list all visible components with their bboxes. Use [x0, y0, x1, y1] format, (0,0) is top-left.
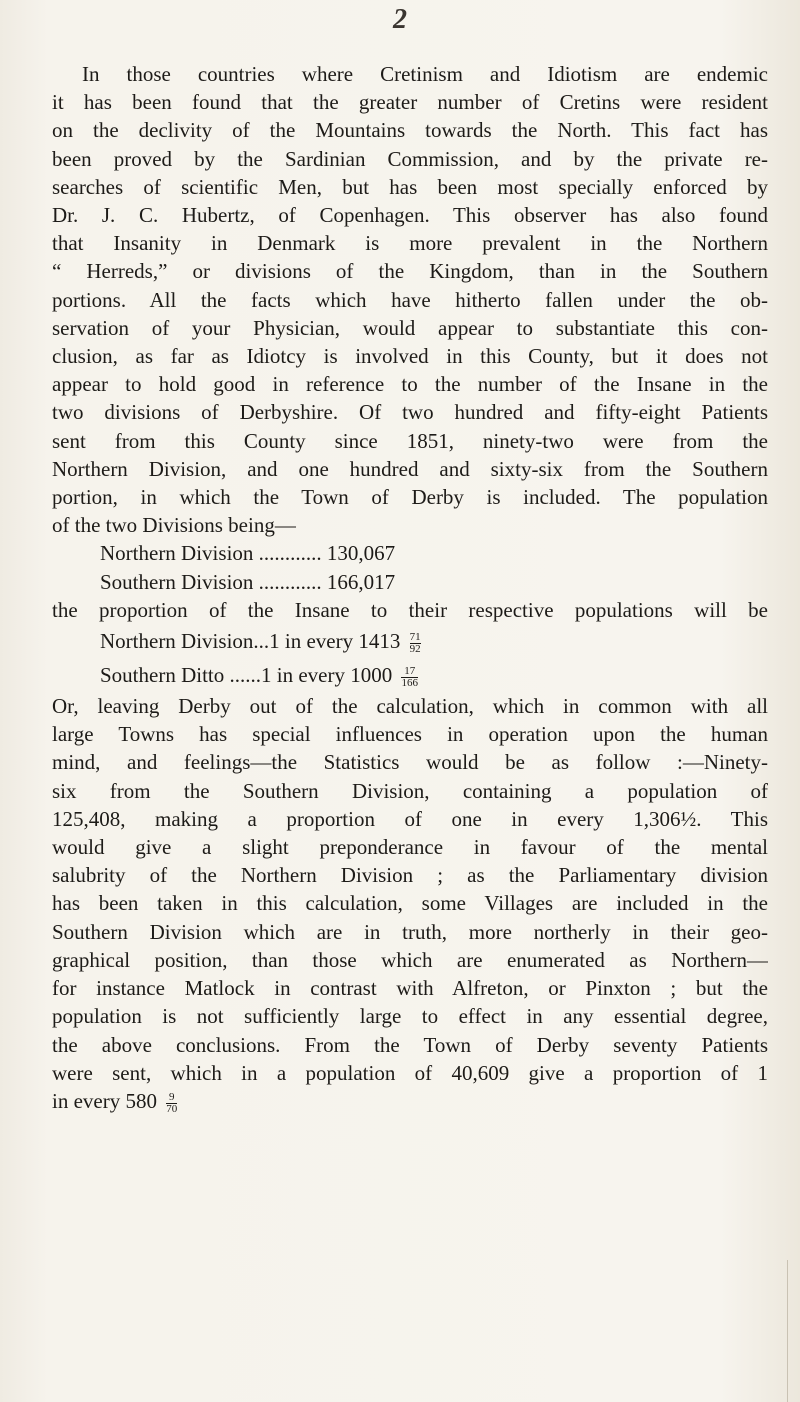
text-line-last	[52, 1087, 768, 1115]
text-line: has been taken in this calculation, some Villages are included in the	[52, 891, 768, 916]
fraction-denominator: 166	[401, 676, 418, 689]
population-value: 166,017	[326, 569, 396, 594]
ratio-row-southern	[52, 658, 768, 692]
population-label: Southern Division ............	[100, 569, 322, 594]
ratio-label: Northern Division...1 in every 1413	[100, 629, 401, 654]
text-line: for instance Matlock in contrast with Alfreton, or Pinxton ; but the	[52, 976, 768, 1001]
last-line-text: in every 580	[52, 1088, 157, 1113]
text-line: it has been found that the greater number of Cretins were resident	[52, 90, 768, 115]
text-line: mind, and feelings—the Statistics would be as follow :—Ninety-	[52, 750, 768, 775]
text-line: portions. All the facts which have hitherto fallen under the ob-	[52, 287, 768, 312]
text-line: Or, leaving Derby out of the calculation, which in common with all	[52, 694, 768, 719]
fraction-numerator: 9	[168, 1090, 175, 1103]
text-line: clusion, as far as Idiotcy is involved in this County, but it does not	[52, 344, 768, 369]
text-line: were sent, which in a population of 40,609 give a proportion of 1	[52, 1060, 768, 1085]
text-line: Northern Division, and one hundred and sixty-six from the Southern	[52, 456, 768, 481]
fraction	[166, 1092, 177, 1115]
text-line: In those countries where Cretinism and Idiotism are endemic	[82, 62, 768, 86]
text-line: salubrity of the Northern Division ; as the Parliamentary division	[52, 863, 768, 888]
text-line: that Insanity in Denmark is more prevalent in the Northern	[52, 231, 768, 256]
population-row-northern	[52, 539, 768, 567]
text-line: the above conclusions. From the Town of Derby seventy Patients	[52, 1032, 768, 1057]
text-line: been proved by the Sardinian Commission, and by the private re-	[52, 146, 768, 171]
fraction	[401, 666, 418, 689]
text-line: population is not sufficiently large to effect in any essential degree,	[52, 1004, 768, 1029]
population-value: 130,067	[326, 541, 396, 566]
text-line: would give a slight preponderance in favour of the mental	[52, 835, 768, 860]
text-line: appear to hold good in reference to the number of the Insane in the	[52, 372, 768, 397]
text-line: of the two Divisions being—	[52, 513, 296, 538]
text-line: 125,408, making a proportion of one in every 1,306½. This	[52, 806, 768, 831]
fraction	[410, 632, 421, 655]
text-line: Dr. J. C. Hubertz, of Copenhagen. This observer has also found	[52, 203, 768, 228]
fraction-numerator: 17	[404, 664, 416, 677]
text-line: on the declivity of the Mountains towards the North. This fact has	[52, 118, 768, 143]
fraction-numerator: 71	[409, 630, 421, 643]
text-line: servation of your Physician, would appear to substantiate this con-	[52, 315, 768, 340]
text-line: six from the Southern Division, containing a population of	[52, 778, 768, 803]
text-line: the proportion of the Insane to their respective populations will be	[52, 597, 768, 622]
text-line: large Towns has special influences in operation upon the human	[52, 722, 768, 747]
population-label: Northern Division ............	[100, 541, 322, 566]
text-line: sent from this County since 1851, ninety-two were from the	[52, 428, 768, 453]
text-line: “ Herreds,” or divisions of the Kingdom, than in the Southern	[52, 259, 768, 284]
text-line: graphical position, than those which are enumerated as Northern—	[52, 947, 768, 972]
fraction-denominator: 92	[409, 642, 421, 655]
ratio-label: Southern Ditto ......1 in every 1000	[100, 663, 393, 688]
text-line: searches of scientific Men, but has been most specially enforced by	[52, 174, 768, 199]
population-row-southern	[52, 568, 768, 596]
body-text	[52, 60, 768, 1115]
page-edge-fold	[787, 1260, 798, 1402]
text-line: Southern Division which are in truth, more northerly in their geo-	[52, 919, 768, 944]
text-line: portion, in which the Town of Derby is included. The population	[52, 485, 768, 510]
fraction-denominator: 70	[166, 1102, 178, 1115]
ratio-row-northern	[52, 624, 768, 658]
text-line: two divisions of Derbyshire. Of two hundred and fifty-eight Patients	[52, 400, 768, 425]
page-number: 2	[393, 4, 407, 35]
